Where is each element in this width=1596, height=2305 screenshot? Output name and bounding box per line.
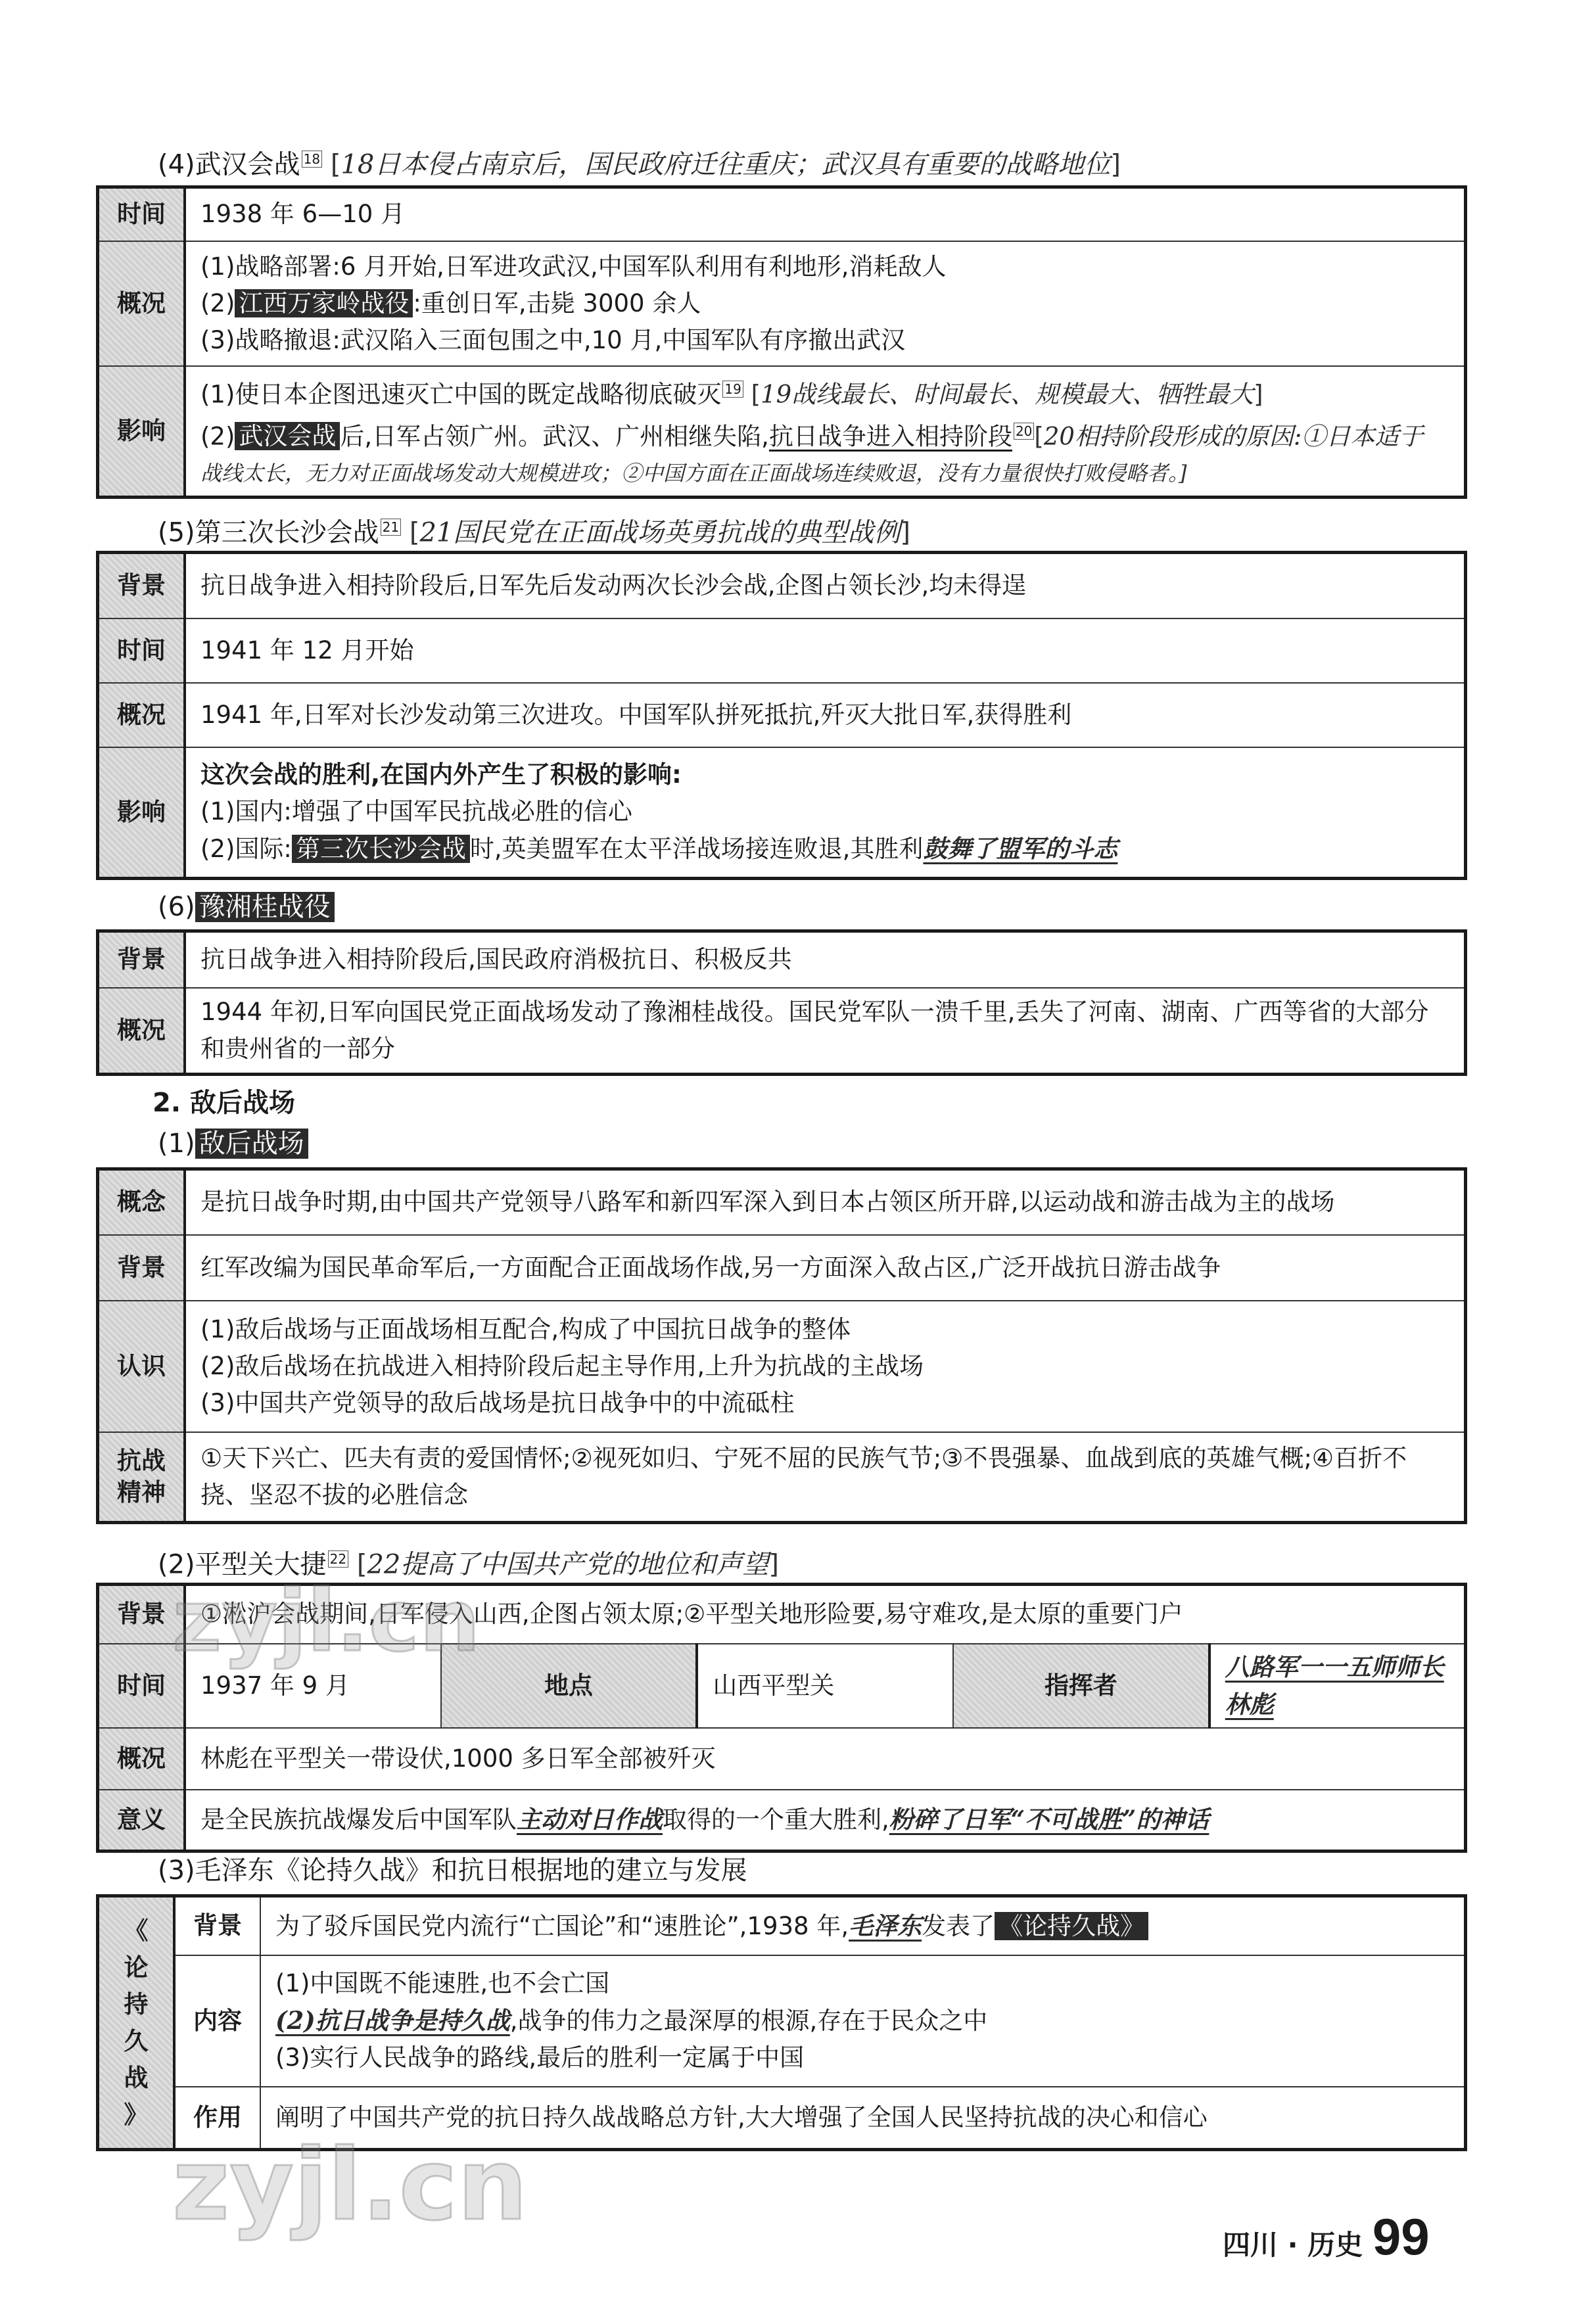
mzd-content <box>260 1955 1466 2087</box>
wuhan-impact <box>185 366 1466 498</box>
pxg-meaning-label: 意义 <box>98 1790 185 1851</box>
wanjialing-highlight: 江西万家岭战役 <box>235 289 413 317</box>
page-footer <box>1223 2207 1430 2267</box>
pxg-place: 山西平型关 <box>697 1644 953 1728</box>
wuhan-overview-3: (3)战略撤退:武汉陷入三面包围之中,10 月,中国军队有序撤出武汉 <box>200 325 906 354</box>
footer-region: 四川 · 历史 <box>1223 2229 1363 2261</box>
wuhan-highlight: 武汉会战 <box>235 422 340 450</box>
section-mzd-title: (3)毛泽东《论持久战》和抗日根据地的建立与发展 <box>158 1855 747 1886</box>
pxg-time: 1937 年 9 月 <box>185 1644 441 1728</box>
wuhan-overview <box>185 241 1466 366</box>
changsha-note: 21国民党在正面战场英勇抗战的典型战例 <box>419 517 901 548</box>
changsha-impact <box>185 747 1466 879</box>
enemy-spirit: ①天下兴亡、匹夫有责的爱国情怀;②视死如归、宁死不屈的民族气节;③不畏强暴、血战到底的英雄气概;④百折不挠、坚忍不拔的必胜信念 <box>185 1432 1466 1523</box>
pxg-overview-label: 概况 <box>98 1728 185 1790</box>
wuhan-overview-label: 概况 <box>98 241 185 366</box>
wuhan-title-text: (4)武汉会战 <box>158 149 300 180</box>
changsha-hand-note: 鼓舞了盟军的斗志 <box>923 834 1118 864</box>
wuhan-time: 1938 年 6—10 月 <box>185 187 1466 241</box>
enemy-rec <box>185 1301 1466 1432</box>
mzd-content-label: 内容 <box>174 1955 260 2087</box>
changsha-time: 1941 年 12 月开始 <box>185 618 1466 683</box>
changsha-highlight: 第三次长沙会战 <box>292 835 470 863</box>
wuhan-impact-note-19: 19战线最长、时间最长、规模最大、牺牲最大 <box>761 379 1254 408</box>
yuxianggui-table <box>96 929 1467 1076</box>
wuhan-impact-note-20a: 20相持阶段形成的原因:①日本适于 <box>1043 422 1424 451</box>
pxg-bg: ①淞沪会战期间,日军侵入山西,企图占领太原;②平型关地形险要,易守难攻,是太原的重要门户 <box>185 1585 1466 1644</box>
changsha-table <box>96 551 1467 880</box>
mzd-hand: 毛泽东 <box>849 1911 922 1940</box>
yxg-overview-label: 概况 <box>98 988 185 1075</box>
watermark-1: zyjl.cn <box>172 1571 481 1671</box>
enemy-bg-label: 背景 <box>98 1235 185 1301</box>
wuhan-overview-2: (2) 江西万家岭战役 :重创日军,击毙 3000 余人 <box>200 289 701 317</box>
section-2-sub: (1) 敌后战场 <box>158 1125 308 1162</box>
yxg-bg-label: 背景 <box>98 931 185 988</box>
changsha-overview-label: 概况 <box>98 683 185 747</box>
wuhan-table <box>96 185 1467 499</box>
enemy-spirit-label: 抗战 精神 <box>98 1432 185 1523</box>
pxg-bg-label: 背景 <box>98 1585 185 1644</box>
wuhan-note: 18日本侵占南京后，国民政府迁往重庆；武汉具有重要的战略地位 <box>340 149 1111 180</box>
enemy-bg: 红军改编为国民革命军后,一方面配合正面战场作战,另一方面深入敌占区,广泛开战抗日游击战争 <box>185 1235 1466 1301</box>
enemy-rec-label: 认识 <box>98 1301 185 1432</box>
protracted-war-side-title: 《 论 持 久 战 》 <box>98 1896 175 2150</box>
enemy-rear-table <box>96 1167 1467 1524</box>
pxg-place-label: 地点 <box>441 1644 697 1728</box>
wuhan-overview-1: (1)战略部署:6 月开始,日军进攻武汉,中国军队利用有利地形,消耗敌人 <box>200 252 947 281</box>
wuhan-time-label: 时间 <box>98 187 185 241</box>
changsha-impact-0: 这次会战的胜利,在国内外产生了积极的影响: <box>200 760 682 789</box>
mzd-content-2: (2)抗日战争是持久战,战争的伟力之最深厚的根源,存在于民众之中 <box>275 2006 988 2035</box>
protracted-war-table <box>96 1894 1467 2151</box>
changsha-overview: 1941 年,日军对长沙发动第三次进攻。中国军队拼死抵抗,歼灭大批日军,获得胜利 <box>185 683 1466 747</box>
mzd-effect-label: 作用 <box>174 2087 260 2150</box>
wuhan-impact-label: 影响 <box>98 366 185 498</box>
changsha-impact-1: (1)国内:增强了中国军民抗战必胜的信心 <box>200 797 632 826</box>
enemy-rec-3: (3)中国共产党领导的敌后战场是抗日战争中的中流砥柱 <box>200 1388 795 1417</box>
section-pingxingguan-title: (2)平型关大捷 $^{22}$ [22提高了中国共产党的地位和声望] <box>158 1549 779 1580</box>
pxg-time-label: 时间 <box>98 1644 185 1728</box>
mzd-bg: 为了驳斥国民党内流行“亡国论”和“速胜论”,1938 年,毛泽东发表了 《论持久战》 <box>260 1896 1466 1955</box>
mzd-effect: 阐明了中国共产党的抗日持久战战略总方针,大大增强了全国人民坚持抗战的决心和信心 <box>260 2087 1466 2150</box>
mzd-bg-label: 背景 <box>174 1896 260 1955</box>
yxg-overview: 1944 年初,日军向国民党正面战场发动了豫湘桂战役。国民党军队一溃千里,丢失了河南、湖南、广西等省的大部分和贵州省的一部分 <box>185 988 1466 1075</box>
section-wuhan-title: (4)武汉会战 $^{18}$ [18日本侵占南京后，国民政府迁往重庆；武汉具有重要的战略地位] <box>158 149 1121 180</box>
enemy-rear-highlight: 敌后战场 <box>195 1129 308 1159</box>
pxg-cmd: 八路军一一五师师长林彪 <box>1209 1644 1466 1728</box>
section-changsha-title: (5)第三次长沙会战 $^{21}$ [21国民党在正面战场英勇抗战的典型战例] <box>158 517 910 548</box>
section-2-title: 2. 敌后战场 <box>153 1088 295 1118</box>
watermark-2: zyjl.cn <box>172 2128 528 2243</box>
enemy-concept-label: 概念 <box>98 1169 185 1235</box>
stalemate-underline: 抗日战争进入相持阶段 <box>768 422 1012 451</box>
pxg-note: 22提高了中国共产党的地位和声望 <box>367 1549 769 1580</box>
pxg-meaning: 是全民族抗战爆发后中国军队主动对日作战取得的一个重大胜利,粉碎了日军“不可战胜”的神话 <box>185 1790 1466 1851</box>
protracted-war-highlight: 《论持久战》 <box>995 1912 1148 1940</box>
changsha-impact-2: (2)国际: 第三次长沙会战 时,英美盟军在太平洋战场接连败退,其胜利鼓舞了盟军的斗志 <box>200 834 1118 864</box>
page-number: 99 <box>1372 2208 1430 2266</box>
yxg-bg: 抗日战争进入相持阶段后,国民政府消极抗日、积极反共 <box>185 931 1466 988</box>
pxg-cmd-label: 指挥者 <box>953 1644 1209 1728</box>
enemy-rec-2: (2)敌后战场在抗战进入相持阶段后起主导作用,上升为抗战的主战场 <box>200 1351 924 1380</box>
pxg-overview: 林彪在平型关一带设伏,1000 多日军全部被歼灭 <box>185 1728 1466 1790</box>
changsha-time-label: 时间 <box>98 618 185 683</box>
wuhan-note-marker: 18 <box>302 151 322 168</box>
changsha-bg: 抗日战争进入相持阶段后,日军先后发动两次长沙会战,企图占领长沙,均未得逞 <box>185 553 1466 618</box>
changsha-title-text: (5)第三次长沙会战 <box>158 517 379 548</box>
enemy-concept: 是抗日战争时期,由中国共产党领导八路军和新四军深入到日本占领区所开辟,以运动战和游击战为主的战场 <box>185 1169 1466 1235</box>
enemy-rec-1: (1)敌后战场与正面战场相互配合,构成了中国抗日战争的整体 <box>200 1315 851 1343</box>
yuxianggui-highlight: 豫湘桂战役 <box>195 892 335 922</box>
section-yuxianggui-title: (6) 豫湘桂战役 <box>158 889 335 925</box>
mzd-content-3: (3)实行人民战争的路线,最后的胜利一定属于中国 <box>275 2043 805 2072</box>
changsha-bg-label: 背景 <box>98 553 185 618</box>
changsha-impact-label: 影响 <box>98 747 185 879</box>
wuhan-impact-note-20b: 战线太长，无力对正面战场发动大规模进攻；②中国方面在正面战场连续败退，没有力量很快打败侵略者。] <box>200 461 1187 486</box>
pxg-hand-2: 粉碎了日军“不可战胜”的神话 <box>889 1805 1209 1834</box>
mzd-content-1: (1)中国既不能速胜,也不会亡国 <box>275 1969 610 1997</box>
pxg-hand-1: 主动对日作战 <box>517 1805 663 1834</box>
wuhan-impact-1: (1)使日本企图迅速灭亡中国的既定战略彻底破灭 $^{19}$ [19战线最长、时间最长、规模最大、牺牲最大] <box>200 379 1263 408</box>
wuhan-impact-2: (2) 武汉会战 后,日军占领广州。武汉、广州相继失陷,抗日战争进入相持阶段 $^{20}$[20相持阶段形成的原因:①日本适于 <box>200 422 1424 451</box>
